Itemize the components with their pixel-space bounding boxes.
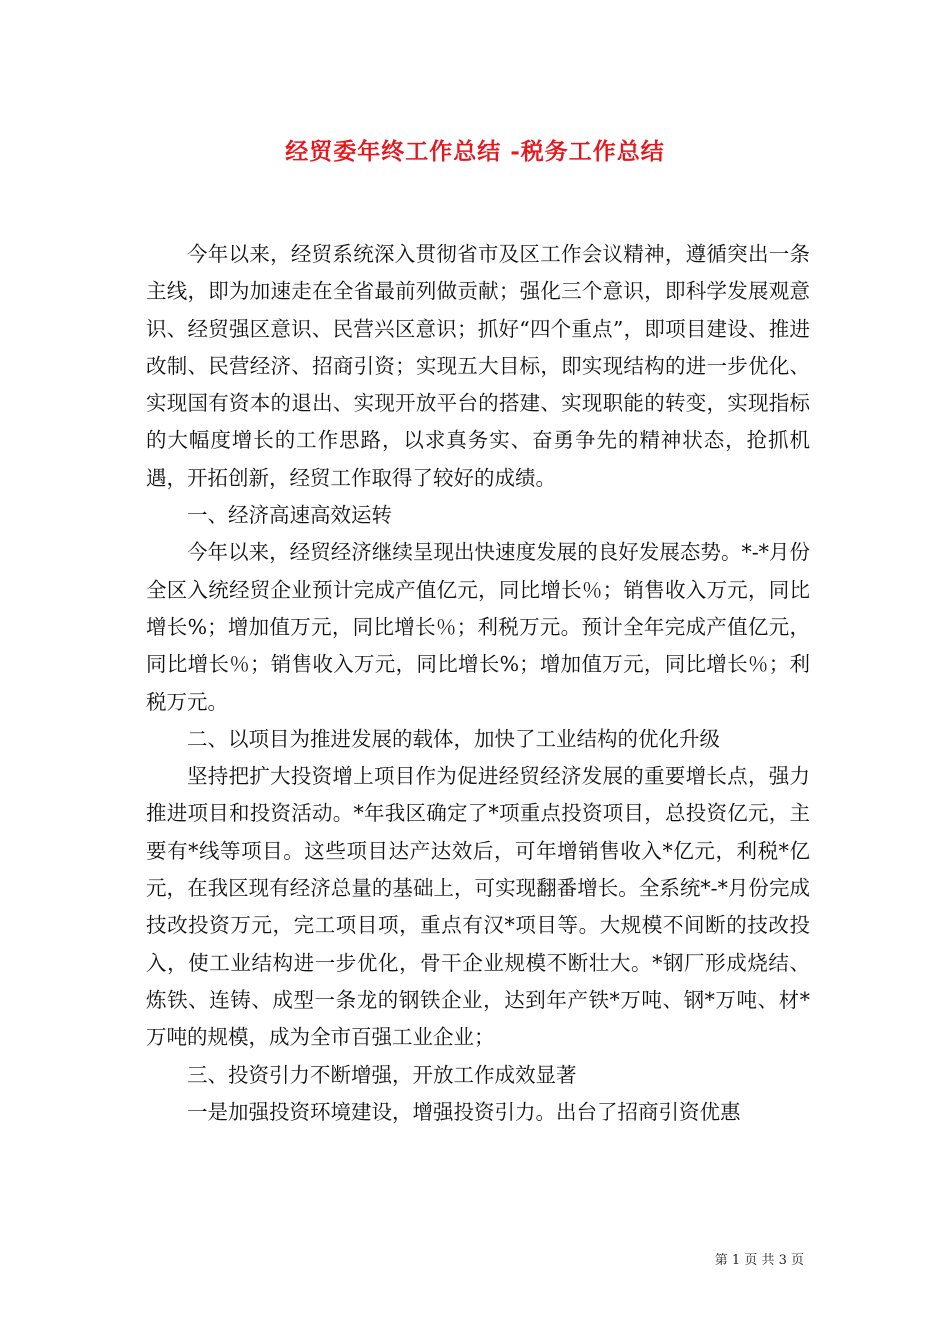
section-paragraph-1: 今年以来，经贸经济继续呈现出快速度发展的良好发展态势。*-*月份全区入统经贸企业预计完成产值亿元，同比增长％；销售收入万元，同比增长%；增加值万元，同比增长％；利税万元。预计全年完成产值亿元，同比增长％；销售收入万元，同比增长%；增加值万元，同比增长％；利税万元。 — [146, 540, 810, 714]
intro-paragraph: 今年以来，经贸系统深入贯彻省市及区工作会议精神，遵循突出一条主线，即为加速走在全省最前列做贡献；强化三个意识，即科学发展观意识、经贸强区意识、民营兴区意识；抓好“四个重点”，即项目建设、推进改制、民营经济、招商引资；实现五大目标，即实现结构的进一步优化、实现国有资本的退出、实现开放平台的搭建、实现职能的转变，实现指标的大幅度增长的工作思路，以求真务实、奋勇争先的精神状态，抢抓机遇，开拓创新，经贸工作取得了较好的成绩。 — [146, 242, 810, 490]
section-heading-2: 二、以项目为推进发展的载体，加快了工业结构的优化升级 — [187, 726, 720, 751]
section-heading-1: 一、经济高速高效运转 — [187, 503, 392, 528]
section-paragraph-2: 坚持把扩大投资增上项目作为促进经贸经济发展的重要增长点，强力推进项目和投资活动。*年我区确定了*项重点投资项目，总投资亿元，主要有*线等项目。这些项目达产达效后，可年增销售收入*亿元，利税*亿元，在我区现有经济总量的基础上，可实现翻番增长。全系统*-*月份完成技改投资万元，完工项目项，重点有汉*项目等。大规模不间断的技改投入，使工业结构进一步优化，骨干企业规模不断壮大。*钢厂形成烧结、炼铁、连铸、成型一条龙的钢铁企业，达到年产铁*万吨、钢*万吨、材*万吨的规模，成为全市百强工业企业； — [146, 764, 810, 1050]
section-heading-3: 三、投资引力不断增强，开放工作成效显著 — [187, 1062, 577, 1087]
document-body — [146, 236, 810, 1131]
section-paragraph-3: 一是加强投资环境建设，增强投资引力。出台了招商引资优惠 — [187, 1099, 741, 1124]
document-title: 经贸委年终工作总结 -税务工作总结 — [285, 138, 665, 165]
page-number: 第 1 页 共 3 页 — [714, 1253, 804, 1268]
